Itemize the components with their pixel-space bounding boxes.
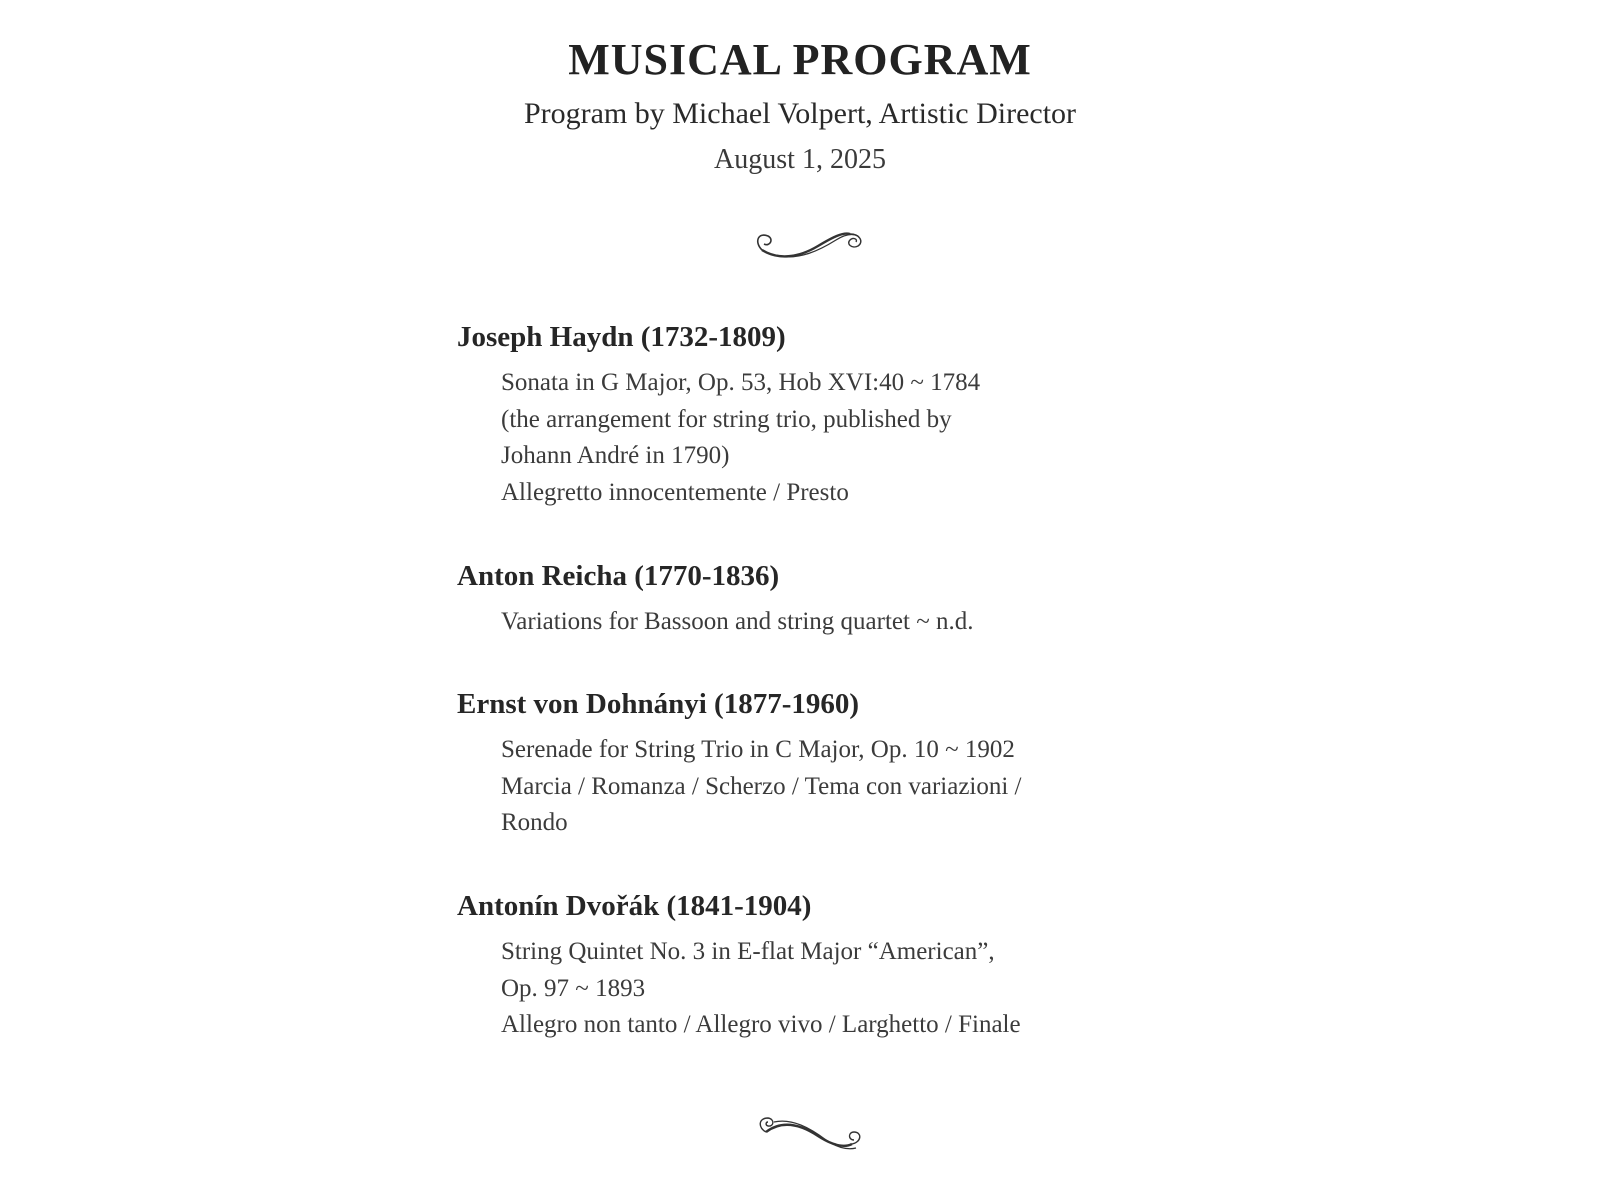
program-entry <box>457 315 980 511</box>
flourish-top-icon <box>748 220 868 270</box>
program-entry <box>457 682 1022 842</box>
program-entry <box>457 554 973 641</box>
composer-name: Ernst von Dohnányi (1877-1960) <box>457 688 860 720</box>
work-line: Op. 97 ~ 1893 <box>501 974 646 1002</box>
work-details <box>501 934 1021 1044</box>
work-line: Allegro non tanto / Allegro vivo / Larghetto / Finale <box>501 1011 1021 1038</box>
work-details <box>501 365 980 511</box>
program-date: August 1, 2025 <box>714 144 886 175</box>
flourish-bottom-icon <box>748 1110 868 1160</box>
program-entry <box>457 884 1021 1044</box>
program-header <box>0 30 1600 180</box>
work-line: Serenade for String Trio in C Major, Op. 10 ~ 1902 <box>501 736 1015 763</box>
work-line: Marcia / Romanza / Scherzo / Tema con variazioni / <box>501 772 1022 800</box>
work-line: Rondo <box>501 809 568 836</box>
work-line: String Quintet No. 3 in E-flat Major “American”, <box>501 938 995 965</box>
work-details <box>501 732 1022 842</box>
composer-name: Antonín Dvořák (1841-1904) <box>457 890 812 922</box>
page-title: MUSICAL PROGRAM <box>568 35 1032 84</box>
composer-name: Joseph Haydn (1732-1809) <box>457 321 786 353</box>
work-line: (the arrangement for string trio, published by <box>501 405 952 433</box>
composer-name: Anton Reicha (1770-1836) <box>457 560 780 592</box>
work-line: Variations for Bassoon and string quartet ~ n.d. <box>501 608 974 635</box>
program-subtitle: Program by Michael Volpert, Artistic Director <box>523 97 1077 130</box>
work-line: Allegretto innocentemente / Presto <box>501 478 849 506</box>
work-details <box>501 604 973 641</box>
work-line: Johann André in 1790) <box>501 442 730 469</box>
work-line: Sonata in G Major, Op. 53, Hob XVI:40 ~ 1784 <box>501 369 981 396</box>
